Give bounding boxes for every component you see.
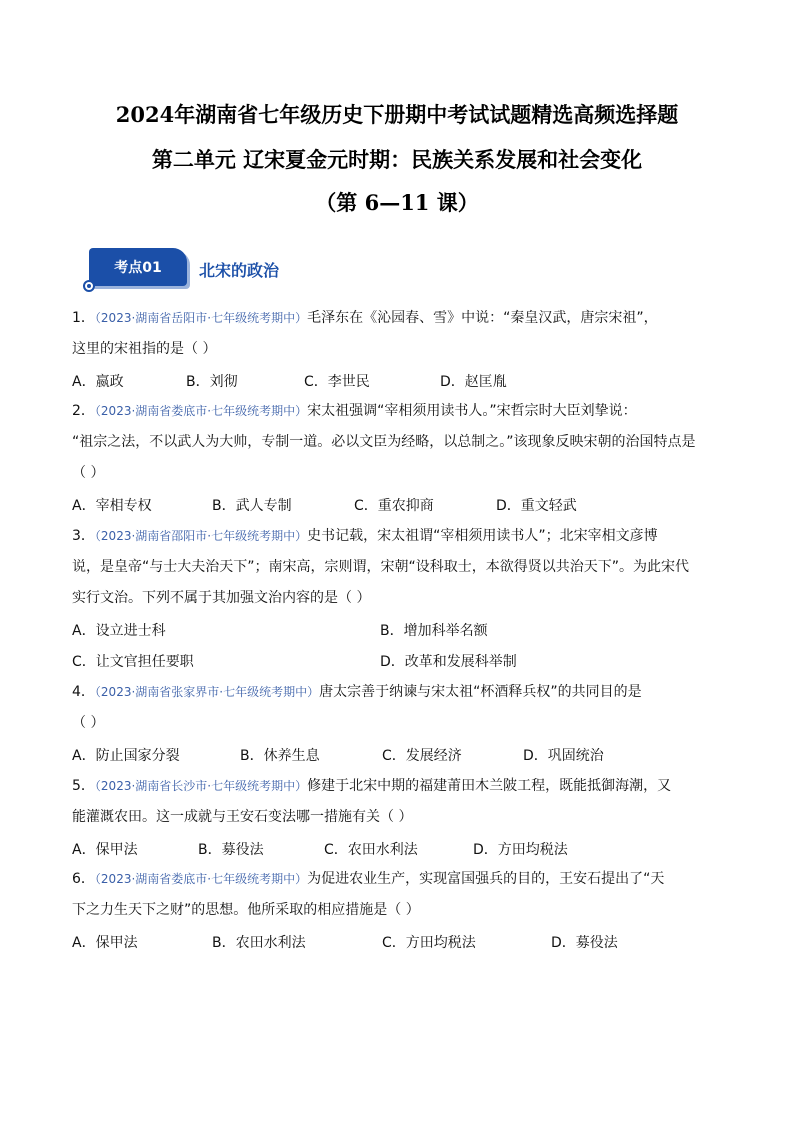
question-number: 1． bbox=[72, 310, 95, 326]
question-source: （2023·湖南省娄底市·七年级统考期中） bbox=[94, 404, 308, 418]
question-6-line-2: 下之力生天下之财”的思想。他所采取的相应措施是（ ） bbox=[72, 902, 420, 918]
option-b: B．武人专制 bbox=[212, 498, 292, 514]
option-c: C．发展经济 bbox=[382, 748, 462, 764]
question-4-line-2: （ ） bbox=[72, 715, 105, 731]
option-d: D．重文轻武 bbox=[496, 498, 577, 514]
option-d: D．募役法 bbox=[551, 935, 618, 951]
option-b: B．增加科举名额 bbox=[380, 623, 488, 639]
option-c: C．方田均税法 bbox=[382, 935, 476, 951]
question-number: 5． bbox=[72, 778, 95, 794]
question-3-line-3: 实行文治。下列不属于其加强文治内容的是（ ） bbox=[72, 590, 371, 606]
option-d: D．巩固统治 bbox=[523, 748, 604, 764]
option-a: A．保甲法 bbox=[72, 842, 138, 858]
option-c: C．李世民 bbox=[304, 374, 370, 390]
question-text: 毛泽东在《沁园春、雪》中说：“秦皇汉武，唐宗宋祖”， bbox=[307, 310, 658, 326]
option-c: C．重农抑商 bbox=[354, 498, 434, 514]
option-a: A．宰相专权 bbox=[72, 498, 152, 514]
document-title-line-3: （第 6—11 课） bbox=[315, 190, 479, 215]
question-number: 4． bbox=[72, 684, 95, 700]
badge-dot-icon bbox=[83, 280, 95, 292]
question-5-line-2: 能灌溉农田。这一成就与王安石变法哪一措施有关（ ） bbox=[72, 809, 413, 825]
question-number: 2． bbox=[72, 403, 95, 419]
option-b: B．农田水利法 bbox=[212, 935, 306, 951]
option-b: B．刘彻 bbox=[186, 374, 238, 390]
question-number: 3． bbox=[72, 528, 95, 544]
option-b: B．休养生息 bbox=[240, 748, 320, 764]
question-source: （2023·湖南省张家界市·七年级统考期中） bbox=[94, 685, 320, 699]
document-title-line-2: 第二单元 辽宋夏金元时期：民族关系发展和社会变化 bbox=[151, 147, 643, 172]
section-title: 北宋的政治 bbox=[199, 261, 280, 280]
question-1-line-2: 这里的宋祖指的是（ ） bbox=[72, 341, 217, 357]
question-text: 修建于北宋中期的福建莆田木兰陂工程，既能抵御海潮，又 bbox=[307, 778, 672, 794]
question-number: 6． bbox=[72, 871, 95, 887]
option-b: B．募役法 bbox=[198, 842, 264, 858]
question-5-line-1 bbox=[72, 776, 732, 796]
option-c: C．让文官担任要职 bbox=[72, 654, 194, 670]
question-text: 唐太宗善于纳谏与宋太祖“杯酒释兵权”的共同目的是 bbox=[319, 684, 642, 700]
question-4-line-1 bbox=[72, 682, 732, 702]
option-a: A．嬴政 bbox=[72, 374, 124, 390]
option-c: C．农田水利法 bbox=[324, 842, 418, 858]
question-text: 史书记载，宋太祖谓“宰相须用读书人”；北宋宰相文彦博 bbox=[307, 528, 658, 544]
option-d: D．改革和发展科举制 bbox=[380, 654, 517, 670]
question-text: 宋太祖强调“宰相须用读书人。”宋哲宗时大臣刘挚说： bbox=[307, 403, 637, 419]
question-6-line-1 bbox=[72, 869, 732, 889]
question-source: （2023·湖南省邵阳市·七年级统考期中） bbox=[94, 529, 308, 543]
option-d: D．方田均税法 bbox=[473, 842, 568, 858]
option-a: A．设立进士科 bbox=[72, 623, 166, 639]
question-3-line-2: 说，是皇帝“与士大夫治天下”；南宋高，宗则谓，宋朝“设科取士，本欲得贤以共治天下”。为此宋代 bbox=[72, 559, 690, 575]
option-a: A．防止国家分裂 bbox=[72, 748, 180, 764]
question-text: 为促进农业生产，实现富国强兵的目的，王安石提出了“天 bbox=[307, 871, 665, 887]
question-source: （2023·湖南省娄底市·七年级统考期中） bbox=[94, 872, 308, 886]
question-1-line-1 bbox=[72, 308, 732, 328]
question-3-line-1 bbox=[72, 526, 732, 546]
question-2-line-1 bbox=[72, 401, 732, 421]
section-badge bbox=[83, 246, 193, 294]
question-source: （2023·湖南省岳阳市·七年级统考期中） bbox=[94, 311, 308, 325]
option-d: D．赵匡胤 bbox=[440, 374, 507, 390]
option-a: A．保甲法 bbox=[72, 935, 138, 951]
question-2-line-3: （ ） bbox=[72, 465, 105, 481]
question-2-line-2: “祖宗之法，不以武人为大帅，专制一道。必以文臣为经略，以总制之。”该现象反映宋朝的治国特点是 bbox=[72, 434, 696, 450]
question-source: （2023·湖南省长沙市·七年级统考期中） bbox=[94, 779, 308, 793]
section-badge-label: 考点01 bbox=[89, 248, 187, 286]
document-title-line-1: 2024年湖南省七年级历史下册期中考试试题精选高频选择题 bbox=[115, 102, 679, 127]
